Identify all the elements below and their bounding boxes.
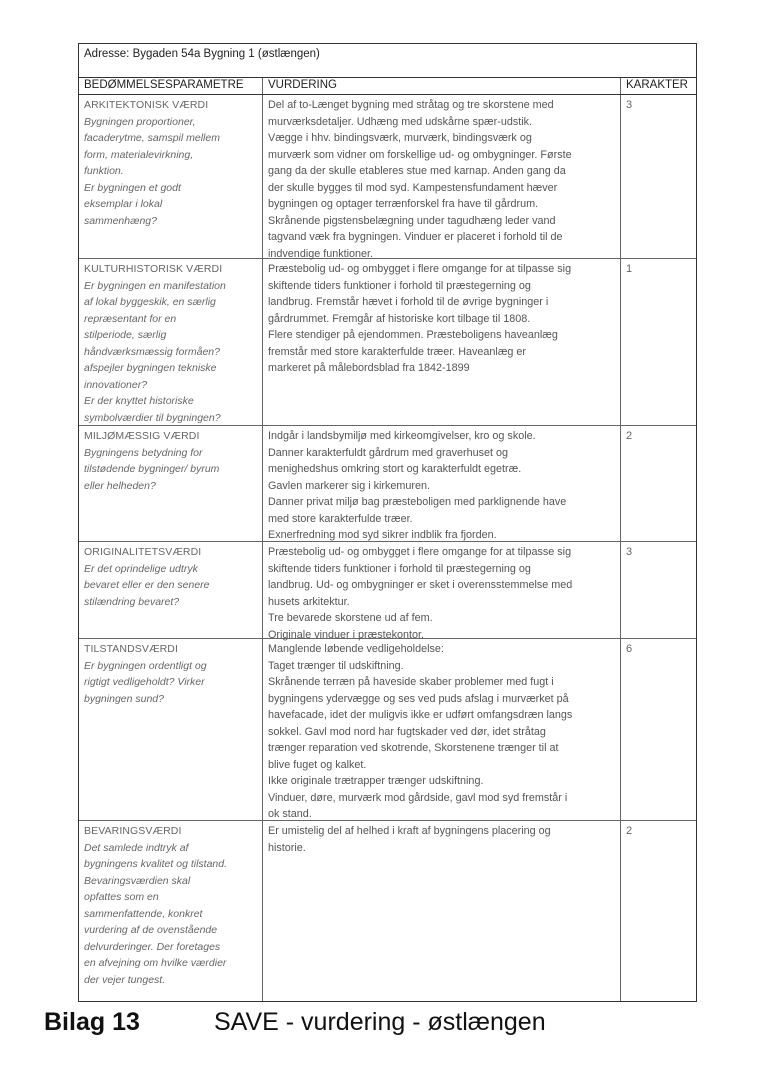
param-cell xyxy=(79,426,263,541)
param-question: Bygningen proportioner, facaderytme, samspil mellem form, materialevirkning, funktion. Er bygningen et godt eksemplar i lokal sammenhæng? xyxy=(84,115,220,227)
param-cell xyxy=(79,639,263,820)
footer-title: SAVE - vurdering - østlængen xyxy=(214,1008,546,1036)
param-title: KULTURHISTORISK VÆRDI xyxy=(84,263,223,275)
grade-cell: 2 xyxy=(626,825,633,837)
table-row xyxy=(79,259,696,426)
grade-cell: 2 xyxy=(626,430,633,442)
assessment-cell: Præstebolig ud- og ombygget i flere omgange for at tilpasse sig skiftende tiders funktioner i forhold til præstegerning og landbrug. Fremstår hævet i forhold til de øvrige bygninger i gårdrummet. Fremgår af historiske kort tilbage til 1808. Flere stendiger på ejendommen. Præsteboligens haveanlæg fremstår med store karakterfulde træer. Haveanlæg er markeret på målebordsblad fra 1842-1899 xyxy=(263,259,621,425)
assessment-cell: Er umistelig del af helhed i kraft af bygningens placering og historie. xyxy=(263,821,621,1001)
param-cell xyxy=(79,821,263,1001)
header-grade: KARAKTER xyxy=(626,79,688,91)
param-cell xyxy=(79,542,263,638)
table-row xyxy=(79,639,696,821)
param-title: BEVARINGSVÆRDI xyxy=(84,825,182,837)
param-question: Er bygningen en manifestation af lokal byggeskik, en særlig repræsentant for en stilperiode, særlig håndværksmæssig formåen? afspejler bygningen tekniske innovationer? Er der knyttet historiske symbolværdier til bygningen? xyxy=(84,279,226,424)
grade-cell: 1 xyxy=(626,263,633,275)
grade-cell: 3 xyxy=(626,99,633,111)
header-assessment: VURDERING xyxy=(263,78,621,94)
assessment-cell: Manglende løbende vedligeholdelse: Taget trænger til udskiftning. Skrånende terræn på haveside skaber problemer med fugt i bygningens ydervægge og ses ved puds afslag i murværket på havefacade, idet der muligvis ikke er udført omfangsdræn langs sokkel. Gavl mod nord har fugtskader ved dør, idet stråtag trænger reparation ved skotrende, Skorstenene trænger til at blive fuget og kalket. Ikke originale trætrapper trænger udskiftning. Vinduer, døre, murværk mod gårdside, gavl mod syd fremstår i ok stand. xyxy=(263,639,621,820)
table-row xyxy=(79,821,696,1001)
assessment-cell: Del af to-Længet bygning med stråtag og tre skorstene med murværksdetaljer. Udhæng med udskårne spær-udstik. Vægge i hhv. bindingsværk, murværk, bindingsværk og murværk som vidner om forskellige ud- og ombygninger. Første gang da der skulle etableres stue med karnap. Anden gang da der skulle bygges til mod syd. Kampestensfundament hæver bygningen og optager terrænforskel fra have til gårdrum. Skrånende pigstensbelægning under tagudhæng leder vand tagvand væk fra bygningen. Vinduer er placeret i forhold til de indvendige funktioner. xyxy=(263,95,621,258)
param-cell xyxy=(79,259,263,425)
table-row xyxy=(79,426,696,542)
param-question: Er bygningen ordentligt og rigtigt vedligeholdt? Virker bygningen sund? xyxy=(84,659,207,705)
grade-cell: 6 xyxy=(626,643,633,655)
param-title: MILJØMÆSSIG VÆRDI xyxy=(84,430,200,442)
param-title: TILSTANDSVÆRDI xyxy=(84,643,178,655)
address-cell: Adresse: Bygaden 54a Bygning 1 (østlængen) xyxy=(79,44,696,78)
param-question: Bygningens betydning for tilstødende bygninger/ byrum eller helheden? xyxy=(84,446,220,492)
param-cell xyxy=(79,95,263,258)
grade-cell: 3 xyxy=(626,546,633,558)
param-question: Er det oprindelige udtryk bevaret eller er den senere stilændring bevaret? xyxy=(84,562,210,608)
assessment-cell: Indgår i landsbymiljø med kirkeomgivelser, kro og skole. Danner karakterfuldt gårdrum med graverhuset og menighedshus omkring stort og karakterfuldt egetræ. Gavlen markerer sig i kirkemuren. Danner privat miljø bag præsteboligen med parklignende have med store karakterfulde træer. Exnerfredning mod syd sikrer indblik fra fjorden. xyxy=(263,426,621,541)
appendix-label: Bilag 13 xyxy=(44,1008,140,1036)
table-row xyxy=(79,542,696,639)
save-assessment-table xyxy=(78,43,697,1002)
param-question: Det samlede indtryk af bygningens kvalitet og tilstand. Bevaringsværdien skal opfattes som en sammenfattende, konkret vurdering af de ovenstående delvurderinger. Der foretages en afvejning om hvilke værdier der vejer tungest. xyxy=(84,841,228,986)
header-param: BEDØMMELSESPARAMETRE xyxy=(79,78,263,94)
header-row xyxy=(79,78,696,95)
page-footer xyxy=(44,1008,724,1048)
param-title: ORIGINALITETSVÆRDI xyxy=(84,546,202,558)
param-title: ARKITEKTONISK VÆRDI xyxy=(84,99,209,111)
table-row xyxy=(79,95,696,259)
assessment-cell: Præstebolig ud- og ombygget i flere omgange for at tilpasse sig skiftende tiders funktioner i forhold til præstegerning og landbrug. Ud- og ombygninger er sket i overensstemmelse med husets arkitektur. Tre bevarede skorstene ud af fem. Originale vinduer i præstekontor. xyxy=(263,542,621,638)
